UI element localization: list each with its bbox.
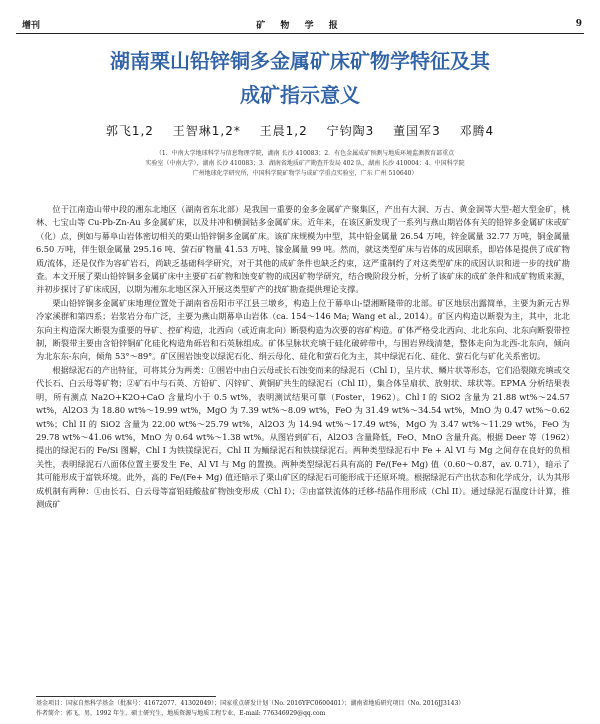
header-rule bbox=[16, 33, 584, 34]
paragraph-intro: 位于江南造山带中段的湘东北地区（湖南省东北部）是我国一重要的金多金属矿产聚集区，产出有大洞、万古、黄金洞等大型-超大型金矿，桃林、七宝山等 Cu-Pb-Zn-Au 多金属矿床，以及井冲和横洞钴多金属矿床。近年来，在该区新发现了一系列与燕山期岩体有关的铅锌多金属矿床或矿（化）点，例如与幕阜山岩体密切相关的栗山铅锌铜多金属矿床。该矿床规模为中型，其中铅金属量 26.54 万吨，锌金属量 32.77 万吨，铜金属量 6.50 万吨，伴生银金属量 295.16 吨、萤石矿物量 41.53 万吨、镓金属量 99 吨。然而，就这类型矿床与岩体的成因联系，即岩体是提供了成矿物质/流体，还是仅作为容矿岩石，尚缺乏基础科学研究，对于其他的成矿条件也缺乏约束，这严重制约了对这类型矿床的成因认识和进一步的找矿勘查。本文开展了栗山铅锌铜多金属矿床中主要矿石矿物和蚀变矿物的成因矿物学研究，结合晚阶段分析，分析了该矿床的成矿条件和成矿物质来源，并初步探讨了矿床成因，以期为湘东北地区深入开展这类型矿产的找矿勘查提供理论支撑。 bbox=[36, 204, 570, 295]
title-line-1: 湖南栗山铅锌铜多金属矿床矿物学特征及其 bbox=[110, 49, 490, 73]
footnotes bbox=[36, 699, 570, 719]
author-list bbox=[0, 122, 600, 139]
affiliation-line: （1．中南大学地球科学与信息物理学院，湖南 长沙 410083；2．有色金属成矿预测与地质环境监测教育部重点 bbox=[155, 150, 455, 157]
author: 宁钧陶3 bbox=[326, 124, 375, 138]
author: 王智琳1,2* bbox=[172, 124, 241, 138]
footnote-rule bbox=[36, 696, 216, 697]
paragraph-chlorite: 根据绿泥石的产出特征，可将其分为两类：①围岩中由白云母或长石蚀变而来的绿泥石（Chl I），呈片状、鳞片状等形态，它们沿裂隙充填或交代长石、白云母等矿物；②矿石中与石英、方铅矿、闪锌矿、黄铜矿共生的绿泥石（Chl II），集合体呈扇状、放射状、球状等。EPMA 分析结果表明，所有测点 Na2O+K2O+CaO 含量均小于 0.5 wt%，表明测试结果可靠（Foster，1962）。Chl I 的 SiO2 含量为 21.88 wt%～24.57 wt%，Al2O3 为 18.80 wt%～19.99 wt%，MgO 为 7.39 wt%～8.09 wt%，FeO 为 31.49 wt%～34.54 wt%，MnO 为 0.47 wt%～0.62 wt%；Chl II 的 SiO2 含量为 22.00 wt%～25.79 wt%，Al2O3 为 14.94 wt%～17.49 wt%，MgO 为 3.47 wt%～11.29 wt%，FeO 为 29.78 wt%～41.06 wt%，MnO 为 0.64 wt%～1.38 wt%。从图岩到矿石，Al2O3 含量降低，FeO、MnO 含量升高。根据 Deer 等（1962）提出的绿泥石的 Fe/Si 图解，Chl I 为铁镁绿泥石，Chl II 为鲕绿泥石和铁镁绿泥石。两种类型绿泥石中 Fe + Al VI 与 Mg 之间存在良好的负相关性，表明绿泥石八面体位置主要发生 Fe、Al VI 与 Mg 的置换。两种类型绿泥石具有高的 Fe/(Fe+ Mg) 值（0.60～0.87，av. 0.71），暗示了其可能形成于富铁环境。此外，高的 Fe/(Fe+ Mg) 值还暗示了栗山矿区的绿泥石可能形成于还原环境。根据绿泥石产出状态和化学成分，认为其形成机制有两种：①由长石、白云母等富铝硅酸盐矿物蚀变形成（Chl I）；②由富铁流体的迁移-结晶作用形成（Chl II）。通过绿泥石温度计计算，推测成矿 bbox=[36, 364, 570, 509]
article-body bbox=[36, 203, 570, 511]
title-line-2: 成矿指示意义 bbox=[240, 83, 360, 107]
author: 邓腾4 bbox=[459, 124, 495, 138]
author-bio-note: 作者简介：郭飞，男，1992 年生，硕士研究生，地质资源与地质工程专业，E-mail: 776346929@qq.com bbox=[36, 710, 326, 717]
author: 郭飞1,2 bbox=[105, 124, 154, 138]
affiliation-line: 实验室（中南大学），湖南 长沙 410083；3．湖南省地质矿产勘查开发局 402 队，湖南 长沙 410004；4．中国科学院 bbox=[145, 160, 465, 167]
affiliations bbox=[100, 149, 510, 179]
affiliation-line: 广州地球化学研究所，中国科学院矿物学与成矿学重点实验室，广东 广州 510640） bbox=[192, 170, 418, 177]
paragraph-geology: 栗山铅锌铜多金属矿床地理位置处于湖南省岳阳市平江县三墩乡，构造上位于幕阜山-望湘断隆带的北部。矿区地层出露简单，主要为新元古界冷家溪群和第四系；岩浆岩分布广泛，主要为燕山期幕阜山岩体（ca. 154～146 Ma; Wang et al., 2014）。矿区内构造以断裂为主，其中，北北东向主构造深大断裂为重要的导矿、控矿构造，北西向（或近南北向）断裂构造为次要的容矿构造。矿体严格受北西向、北北东向、北东向断裂带控制，断裂带主要由含铅锌铜矿化硅化构造角砾岩和石英脉组成。矿体呈脉状充填于硅化破碎带中，与围岩界线清楚，整体走向为北西-北东向，倾向为北东东-东向，倾角 53°～89°。矿区围岩蚀变以绿泥石化、绢云母化、硅化和萤石化为主，其中绿泥石化、硅化、萤石化与矿化关系密切。 bbox=[36, 297, 570, 362]
issue-label: 增刊 bbox=[22, 20, 41, 31]
journal-name: 矿 物 学 报 bbox=[256, 20, 344, 31]
author: 董国军3 bbox=[393, 124, 441, 138]
running-header bbox=[16, 16, 584, 32]
author: 王晨1,2 bbox=[259, 124, 308, 138]
article-title bbox=[40, 44, 560, 112]
page-number: 9 bbox=[575, 19, 582, 29]
funding-note: 基金项目：国家自然科学基金（批准号：41672077、41302049）；国家重点研发计划（No. 2016YFC0600401）；湖南省地质研究项目（No. 2016JJ3143） bbox=[36, 700, 465, 707]
